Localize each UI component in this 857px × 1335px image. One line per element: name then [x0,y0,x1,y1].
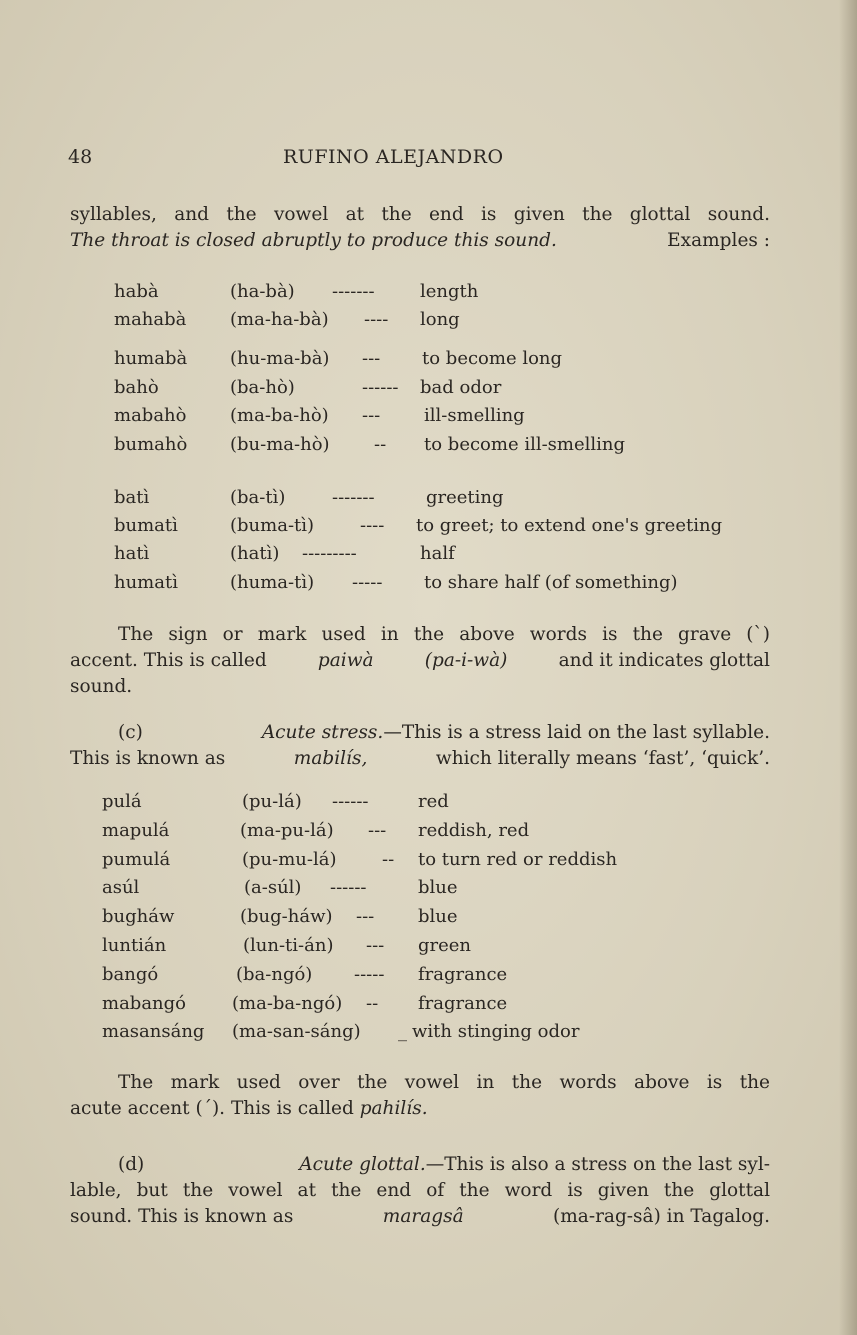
example-word: masansáng [102,1021,205,1042]
grave-line-2-text-b: and it indicates glottal [558,650,770,671]
term-pahilis: pahilís. [359,1098,428,1119]
example-word: mahabà [114,309,187,330]
intro-line-2 [70,228,770,254]
term-paiwa-syllables: (pa-i-wà) [424,650,508,671]
example-word: pulá [102,791,142,812]
intro-line-1: syllables, and the vowel at the end is given the glottal sound. [70,204,770,225]
example-leader: ------ [332,791,369,812]
example-leader: -- [382,849,395,870]
example-syllables: (bug-háw) [240,906,333,927]
page-number: 48 [68,146,93,168]
example-syllables: (ma-ha-bà) [230,309,329,330]
example-syllables: (ba-hò) [230,377,295,398]
pahilis-line-2 [70,1096,770,1122]
example-word: mapulá [102,820,170,841]
example-syllables: (pu-lá) [242,791,302,812]
example-syllables: (ha-bà) [230,281,295,302]
example-syllables: (ma-ba-ngó) [232,993,343,1014]
section-label-c: (c) [118,722,143,743]
example-leader: ------- [332,281,375,302]
glottal-line-3-text-b: (ma-rag-sâ) in Tagalog. [553,1206,770,1227]
example-meaning: with stinging odor [412,1021,580,1042]
example-meaning: to turn red or reddish [418,849,618,870]
example-leader: ---- [364,309,389,330]
acute-line-1 [70,720,770,746]
example-syllables: (hu-ma-bà) [230,348,330,369]
example-leader: ----- [354,964,385,985]
example-word: humabà [114,348,188,369]
example-word: habà [114,281,159,302]
running-head: RUFINO ALEJANDRO [283,146,504,168]
example-leader: --------- [302,543,357,564]
acute-line-2-text-b: which literally means ‘fast’, ‘quick’. [435,748,770,769]
glottal-line-2: lable, but the vowel at the end of the word is given the glottal [70,1180,770,1201]
section-title-acute-stress: Acute stress. [261,722,384,743]
example-word: hatì [114,543,150,564]
example-meaning: reddish, red [418,820,530,841]
example-syllables: (pu-mu-lá) [242,849,337,870]
example-word: humatì [114,572,178,593]
term-paiwa: paiwà [317,650,374,671]
example-leader: ------ [362,377,399,398]
example-meaning: to share half (of something) [424,572,678,593]
example-syllables: (lun-ti-án) [243,935,334,956]
glottal-line-3-text-a: sound. This is known as [70,1206,294,1227]
page-edge-shadow [839,0,857,1335]
example-leader: _ [398,1021,407,1042]
section-label-d: (d) [118,1154,145,1175]
acute-glottal-paragraph [70,1152,770,1230]
example-word: bugháw [102,906,175,927]
example-leader: -- [374,434,387,455]
example-syllables: (bu-ma-hò) [230,434,330,455]
glottal-line-3 [70,1204,770,1230]
example-meaning: green [418,935,472,956]
example-leader: ------ [330,877,367,898]
example-meaning: fragrance [418,993,508,1014]
page-header [68,146,768,172]
term-maragsa: maragsâ [382,1206,464,1227]
example-meaning: blue [418,877,458,898]
example-meaning: red [418,791,449,812]
example-word: bumatì [114,515,178,536]
section-title-acute-glottal: Acute glottal. [299,1154,426,1175]
example-syllables: (hatì) [230,543,280,564]
example-word: asúl [102,877,140,898]
example-meaning: to become ill-smelling [424,434,626,455]
example-meaning: greeting [426,487,504,508]
example-leader: --- [356,906,375,927]
example-leader: --- [366,935,385,956]
example-word: mabahò [114,405,187,426]
example-meaning: to greet; to extend one's greeting [416,515,723,536]
acute-line-1-rest: —This is a stress laid on the last syllable. [383,722,770,743]
example-leader: --- [362,405,381,426]
example-leader: ----- [352,572,383,593]
grave-line-2 [70,648,770,674]
example-leader: ------- [332,487,375,508]
grave-line-3: sound. [70,676,133,697]
pahilis-paragraph [70,1070,770,1122]
example-syllables: (buma-tì) [230,515,315,536]
grave-line-2-text-a: accent. This is called [70,650,267,671]
acute-line-2 [70,746,770,772]
intro-paragraph [70,202,770,254]
example-meaning: half [420,543,455,564]
intro-italic-phrase: The throat is closed abruptly to produce this sound. [70,230,557,251]
example-meaning: long [420,309,460,330]
example-word: mabangó [102,993,187,1014]
example-word: bangó [102,964,159,985]
example-leader: ---- [360,515,385,536]
glottal-line-1 [70,1152,770,1178]
example-syllables: (a-súl) [244,877,302,898]
example-word: batì [114,487,150,508]
glottal-line-1-rest: —This is also a stress on the last syl- [425,1154,770,1175]
acute-line-2-text-a: This is known as [70,748,226,769]
example-leader: -- [366,993,379,1014]
example-meaning: bad odor [420,377,502,398]
example-leader: --- [368,820,387,841]
example-meaning: to become long [422,348,563,369]
example-syllables: (ba-ngó) [236,964,313,985]
example-syllables: (huma-tì) [230,572,315,593]
grave-line-1: The sign or mark used in the above words is the grave (`) [118,624,770,645]
example-syllables: (ba-tì) [230,487,286,508]
term-mabilis: mabilís, [293,748,368,769]
pahilis-line-1: The mark used over the vowel in the words above is the [118,1072,770,1093]
example-meaning: ill-smelling [424,405,525,426]
grave-accent-paragraph [70,622,770,700]
example-word: bahò [114,377,159,398]
intro-examples-label: Examples : [667,230,770,251]
example-word: luntián [102,935,167,956]
example-meaning: fragrance [418,964,508,985]
example-syllables: (ma-ba-hò) [230,405,329,426]
example-word: bumahò [114,434,188,455]
example-syllables: (ma-pu-lá) [240,820,334,841]
example-meaning: length [420,281,479,302]
acute-stress-paragraph [70,720,770,772]
example-leader: --- [362,348,381,369]
example-syllables: (ma-san-sáng) [232,1021,361,1042]
example-meaning: blue [418,906,458,927]
pahilis-line-2-text: acute accent (´). This is called [70,1098,354,1119]
example-word: pumulá [102,849,171,870]
